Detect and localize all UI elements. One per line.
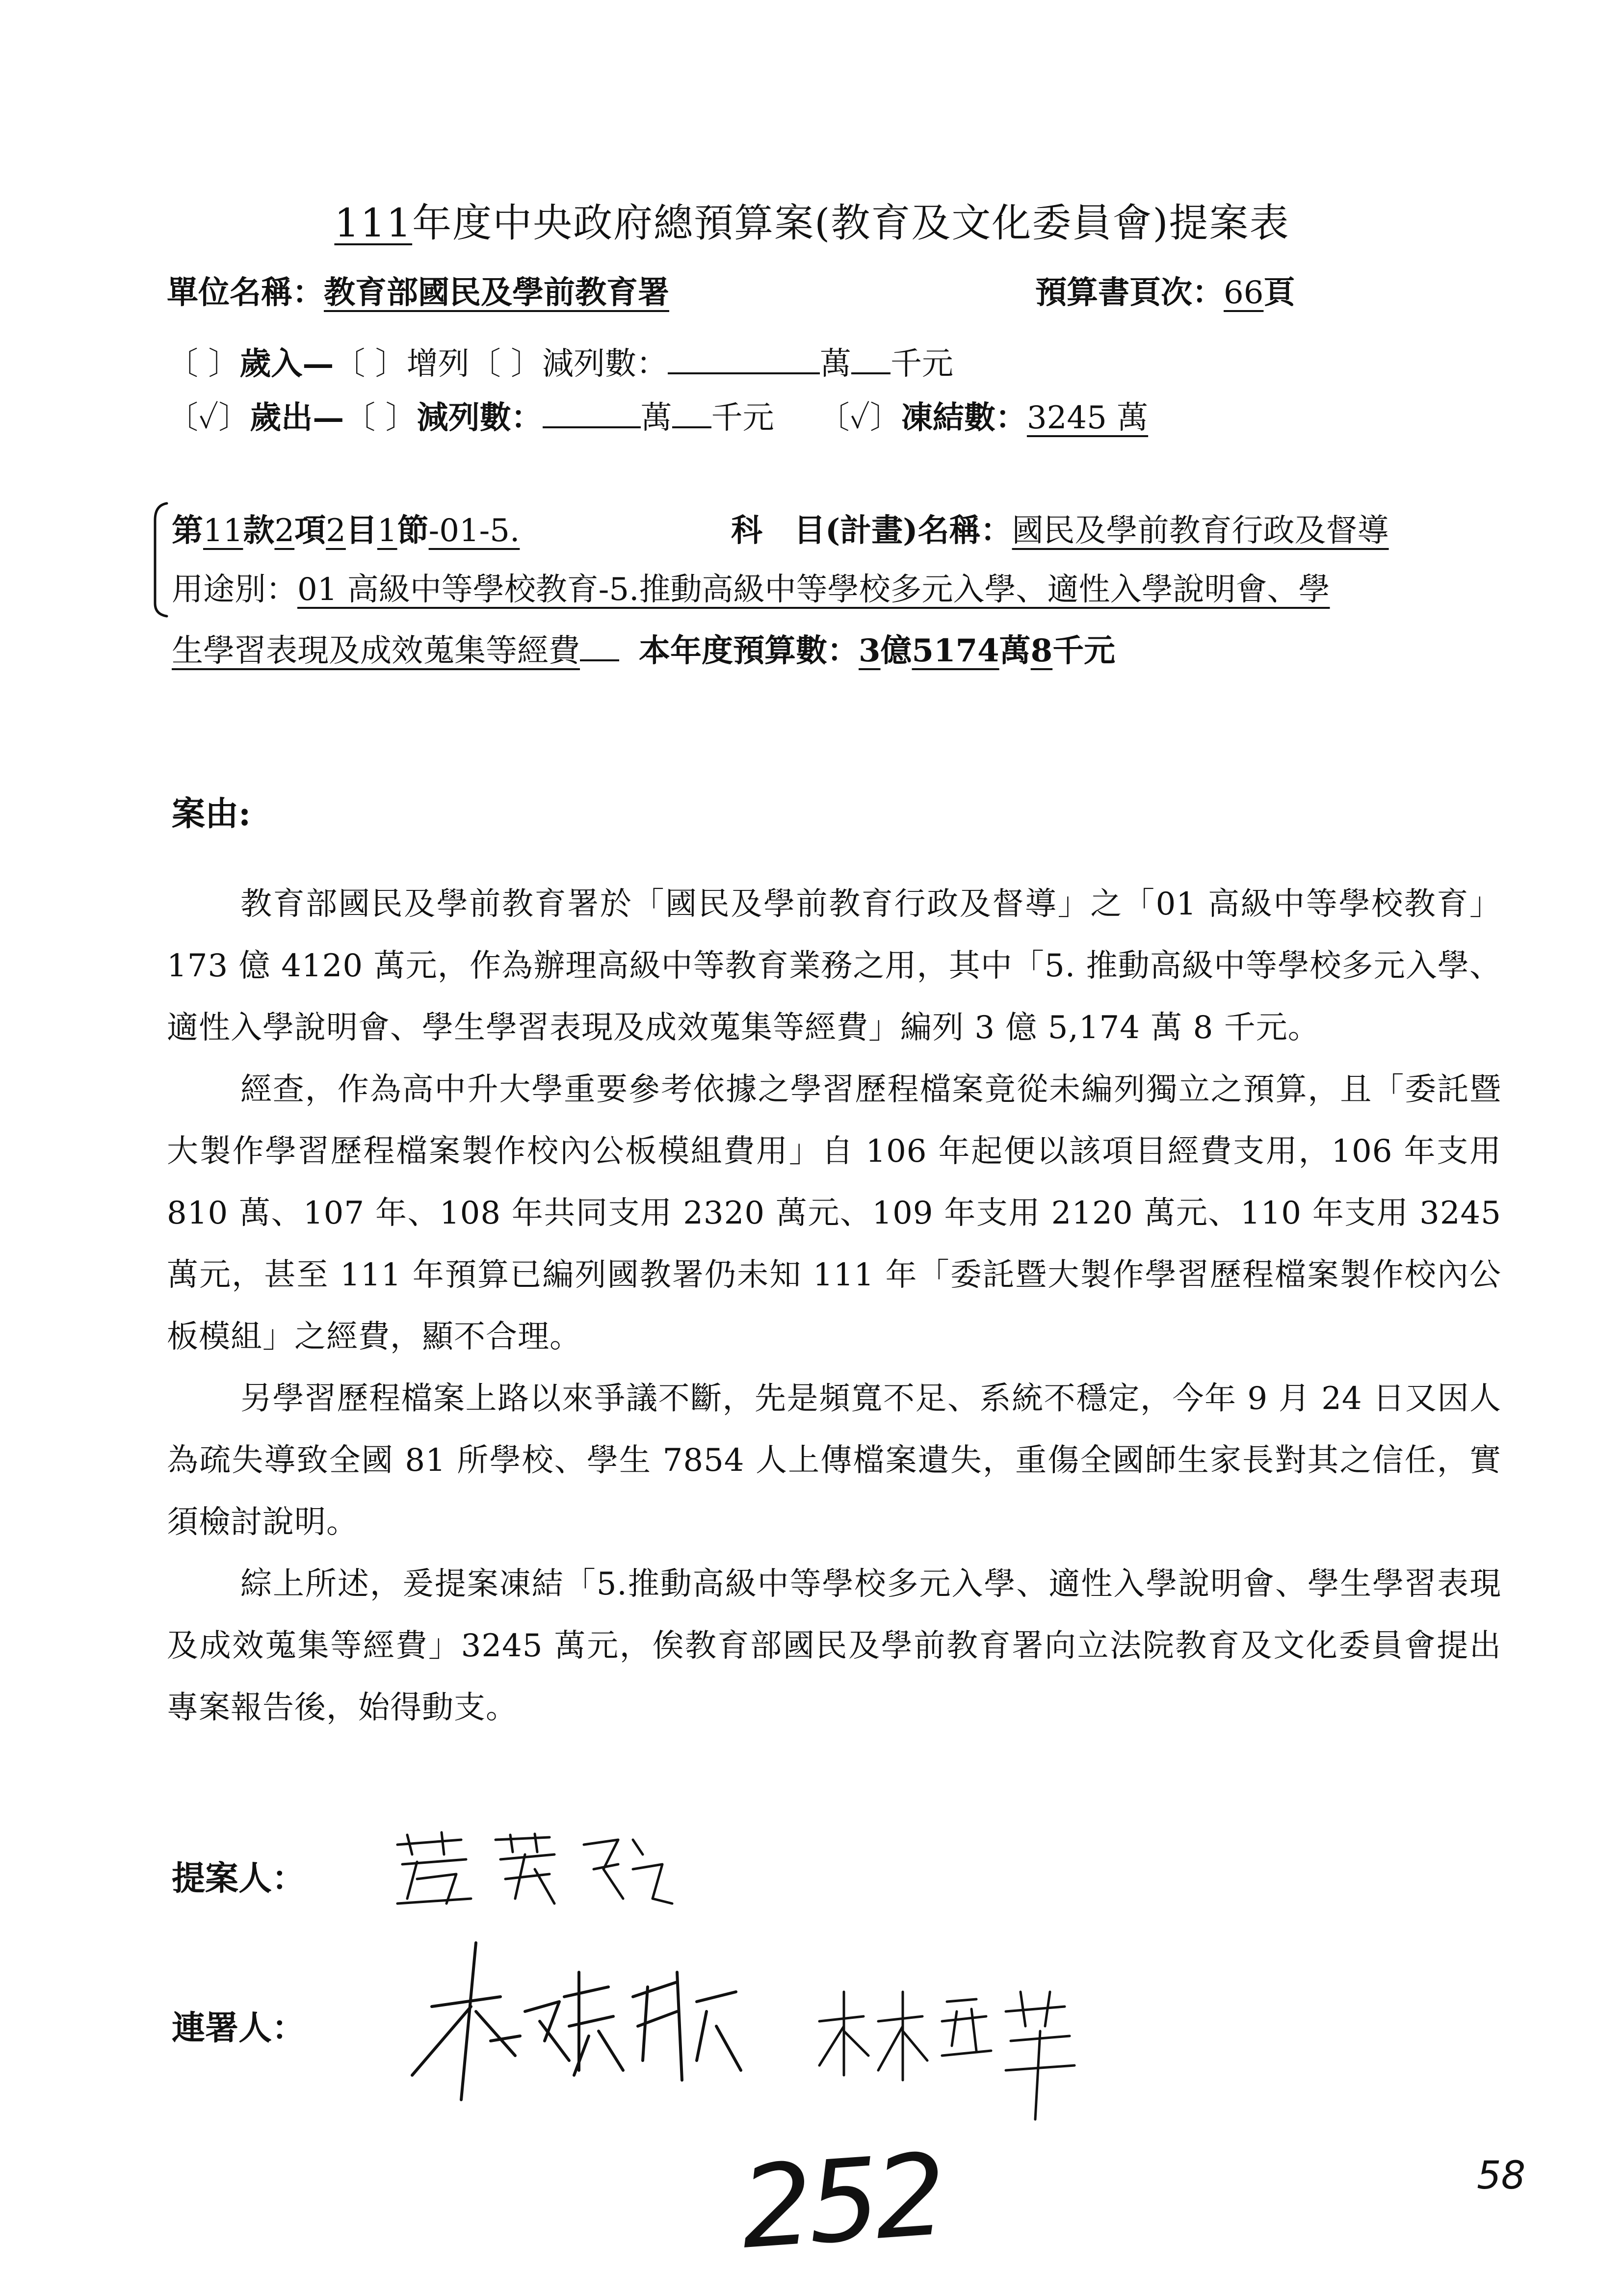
xiang-number: 2: [274, 513, 295, 549]
freeze-checkbox: 〔✓〕: [818, 400, 901, 436]
income-label: 歲入—: [239, 345, 334, 382]
income-add-checkbox: 〔 〕: [334, 346, 407, 382]
xiang-label: 項: [294, 512, 326, 549]
income-reduce-checkbox: 〔 〕: [469, 346, 543, 382]
budget-page-label: 預算書頁次：: [1035, 274, 1224, 311]
paragraph-4: 綜上所述，爰提案凍結「5.推動高級中等學校多元入學、適性入學說明會、學生學習表現及成效蒐集等經費」3245 萬元，俟教育部國民及學前教育署向立法院教育及文化委員會提出專案報告後，始得動支。: [167, 1566, 1501, 1726]
unit-row: [167, 267, 669, 313]
mu-label: 目: [345, 512, 377, 549]
freeze-value: 3245 萬: [1026, 400, 1149, 436]
expense-reduce-label: 減列數：: [417, 399, 543, 436]
budget-page-row: [1035, 267, 1295, 313]
budget-qian-label: 千元: [1052, 632, 1116, 669]
income-qian-blank: [851, 372, 891, 374]
cosigner-signature-2: [810, 1982, 1084, 2129]
budget-yi: 3: [859, 632, 881, 669]
expense-label: 歲出—: [250, 399, 344, 436]
budget-page-suffix: 頁: [1263, 274, 1295, 311]
account-line-3: [172, 626, 1115, 671]
income-checkbox: 〔 〕: [167, 346, 240, 382]
use-value-line-1: 01 高級中等學校教育-5.推動高級中等學校多元入學、適性入學說明會、學: [297, 572, 1330, 608]
jie-label: 節: [397, 512, 429, 549]
paragraph-3: 另學習歷程檔案上路以來爭議不斷，先是頻寬不足、系統不穩定，今年 9 月 24 日又因人為疏失導致全國 81 所學校、學生 7854 人上傳檔案遺失，重傷全國師生家長對其之信任，實須檢討說明。: [167, 1381, 1501, 1540]
expense-wan-blank: [543, 426, 641, 428]
title-text: 年度中央政府總預算案(教育及文化委員會)提案表: [412, 200, 1290, 246]
cosigner-signature-1: [402, 1913, 746, 2110]
subject-row: [731, 505, 1389, 550]
kuan-label: 款: [243, 512, 275, 549]
budget-page-value: 66: [1224, 275, 1264, 311]
kuan-number: 11: [203, 513, 243, 549]
paragraph-2: 經查，作為高中升大學重要參考依據之學習歷程檔案竟從未編列獨立之預算，且「委託暨大製作學習歷程檔案製作校內公板模組費用」自 106 年起便以該項目經費支用，106 年支用 810 萬、107 年、108 年共同支用 2320 萬元、109 年支用 2120 萬元、110 年支用 3245 萬元，甚至 111 年預算已編列國教署仍未知 111 年「委託暨大製作學習歷程檔案製作校內公板模組」之經費，顯不合理。: [167, 1071, 1501, 1355]
page-title: [0, 191, 1624, 248]
expense-wan: 萬: [640, 400, 672, 436]
expense-reduce-checkbox: 〔 〕: [344, 400, 417, 436]
budget-wan-label: 萬: [999, 632, 1031, 669]
income-qian: 千元: [891, 346, 954, 382]
cosigner-label: 連署人：: [172, 2009, 306, 2048]
budget-yi-label: 億: [880, 632, 912, 669]
jie-number: 1: [377, 513, 397, 549]
use-value-blank: [580, 659, 619, 661]
account-code: -01-5.: [428, 513, 520, 549]
expense-qian: 千元: [711, 400, 774, 436]
subject-value: 國民及學前教育行政及督導: [1012, 513, 1389, 549]
expense-line: [167, 392, 1148, 438]
income-wan: 萬: [820, 346, 852, 382]
income-wan-blank: [668, 372, 820, 374]
proposer-label: 提案人：: [172, 1859, 306, 1898]
income-line: [167, 339, 953, 384]
title-year: 111: [334, 200, 413, 246]
account-line-2: [172, 564, 1330, 609]
budget-wan: 5174: [912, 632, 999, 669]
use-label: 用途別：: [172, 572, 297, 608]
budget-qian: 8: [1030, 632, 1053, 669]
reason-body: [167, 873, 1501, 1739]
reason-heading: 案由:: [172, 794, 251, 834]
unit-value: 教育部國民及學前教育署: [324, 274, 669, 311]
freeze-label: 凍結數：: [901, 399, 1027, 436]
income-reduce-label: 減列數：: [542, 346, 668, 382]
subject-label: 科 目(計畫)名稱：: [731, 512, 1012, 549]
use-value-line-2: 生學習表現及成效蒐集等經費: [172, 633, 580, 669]
expense-qian-blank: [672, 426, 711, 428]
expense-checkbox: 〔✓〕: [167, 400, 250, 436]
paragraph-1: 教育部國民及學前教育署於「國民及學前教育行政及督導」之「01 高級中等學校教育」173 億 4120 萬元，作為辦理高級中等教育業務之用，其中「5. 推動高級中等學校多元入學、適性入學說明會、學生學習表現及成效蒐集等經費」編列 3 億 5,174 萬 8 千元。: [167, 886, 1501, 1046]
account-line-1: [172, 505, 520, 550]
handwritten-number: 252: [736, 2129, 946, 2274]
budget-label: 本年度預算數：: [639, 632, 859, 669]
income-add-label: 增列: [406, 346, 470, 382]
unit-label: 單位名稱：: [167, 274, 324, 311]
mu-number: 2: [326, 513, 346, 549]
page-number: 58: [1477, 2154, 1526, 2198]
proposer-signature: [388, 1825, 682, 1913]
kuan-prefix: 第: [172, 512, 203, 549]
